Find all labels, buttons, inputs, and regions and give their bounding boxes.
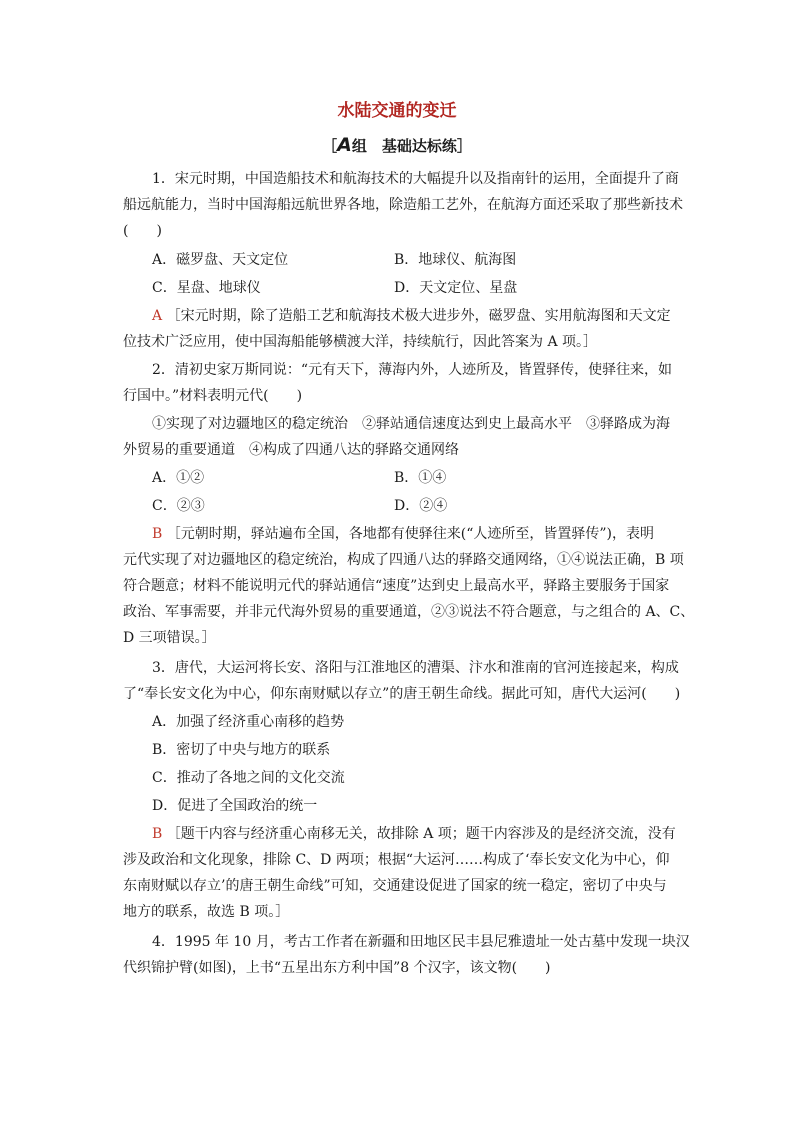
question-3-line-1: 3．唐代，大运河将长安、洛阳与江淮地区的漕渠、汴水和淮南的官河连接起来，构成: [152, 660, 679, 676]
question-2-explanation-2: 元代实现了对边疆地区的稳定统治，构成了四通八达的驿路交通网络，①④说法正确，B 项: [123, 552, 684, 568]
question-2-line-2: 行国中。”材料表明元代( ): [123, 388, 303, 404]
question-3-explanation-1: [152, 825, 676, 843]
question-3-explanation-4: 地方的联系，故选 B 项。］: [123, 904, 290, 920]
question-1-line-2: 船远航能力，当时中国海船远航世界各地，除造船工艺外，在航海方面还采取了那些新技术: [123, 197, 683, 213]
question-1-explanation-2: 位技术广泛应用，使中国海船能够横渡大洋，持续航行，因此答案为 A 项。］: [123, 334, 598, 350]
question-2-option-d: D．②④: [394, 498, 448, 514]
group-label: 组 基础达标练: [351, 137, 457, 155]
section-heading: [0, 134, 794, 156]
question-1-option-d: D．天文定位、星盘: [394, 280, 518, 296]
question-4-line-1: 4．1995 年 10 月，考古工作者在新疆和田地区民丰县尼雅遗址一处古墓中发现一块汉: [152, 934, 690, 950]
question-2-explanation-3: 符合题意；材料不能说明元代的驿站通信“速度”达到史上最高水平，驿路主要服务于国家: [123, 578, 670, 594]
question-3-explanation-text: ［题干内容与经济重心南移无关，故排除 A 项；题干内容涉及的是经济交流，没有: [166, 826, 676, 842]
question-2-answer: B: [152, 526, 163, 542]
question-3-option-d: D．促进了全国政治的统一: [152, 798, 318, 814]
page-title: 水陆交通的变迁: [337, 101, 457, 121]
question-2-option-b: B．①④: [394, 470, 447, 486]
question-1-option-b: B．地球仪、航海图: [394, 252, 517, 268]
question-3-option-a: A．加强了经济重心南移的趋势: [152, 714, 345, 730]
question-3-option-c: C．推动了各地之间的文化交流: [152, 770, 345, 786]
question-2-line-3: ①实现了对边疆地区的稳定统治 ②驿站通信速度达到史上最高水平 ③驿路成为海: [152, 416, 670, 432]
question-3-explanation-3: 东南财赋以存立’的唐王朝生命线”可知，交通建设促进了国家的统一稳定，密切了中央与: [123, 878, 667, 894]
question-2-line-4: 外贸易的重要通道 ④构成了四通八达的驿路交通网络: [123, 442, 459, 458]
question-2-explanation-text: ［元朝时期，驿站遍布全国，各地都有使驿往来(“人迹所至，皆置驿传”)，表明: [166, 526, 654, 542]
question-2-explanation-4: 政治、军事需要，并非元代海外贸易的重要通道，②③说法不符合题意，与之组合的 A、C、: [123, 604, 695, 620]
question-3-explanation-2: 涉及政治和文化现象，排除 C、D 两项；根据“大运河……构成了‘奉长安文化为中心，仰: [123, 852, 670, 868]
question-1-line-3: ( ): [123, 223, 162, 239]
group-letter: A: [337, 134, 352, 156]
question-4-line-2: 代织锦护臂(如图)，上书“五星出东方利中国”8 个汉字，该文物( ): [123, 960, 551, 976]
question-3-answer: B: [152, 826, 163, 842]
question-3-line-2: 了“奉长安文化为中心，仰东南财赋以存立”的唐王朝生命线。据此可知，唐代大运河( ): [123, 686, 681, 702]
question-2-explanation-5: D 三项错误。］: [123, 630, 216, 646]
question-2-option-a: A．①②: [152, 470, 205, 486]
question-1-option-a: A．磁罗盘、天文定位: [152, 252, 289, 268]
question-2-explanation-1: [152, 525, 654, 543]
bracket-close: ］: [456, 137, 472, 155]
question-2-line-1: 2．清初史家万斯同说：“元有天下，薄海内外，人迹所及，皆置驿传，使驿往来，如: [152, 362, 673, 378]
question-1-answer: A: [152, 308, 163, 324]
question-1-explanation-text: ［宋元时期，除了造船工艺和航海技术极大进步外，磁罗盘、实用航海图和天文定: [166, 308, 671, 324]
question-1-line-1: 1．宋元时期，中国造船技术和航海技术的大幅提升以及指南针的运用，全面提升了商: [152, 171, 679, 187]
question-3-option-b: B．密切了中央与地方的联系: [152, 742, 331, 758]
question-1-option-c: C．星盘、地球仪: [152, 280, 261, 296]
question-2-option-c: C．②③: [152, 498, 205, 514]
question-1-explanation-1: [152, 307, 671, 325]
bracket-open: ［: [322, 137, 338, 155]
